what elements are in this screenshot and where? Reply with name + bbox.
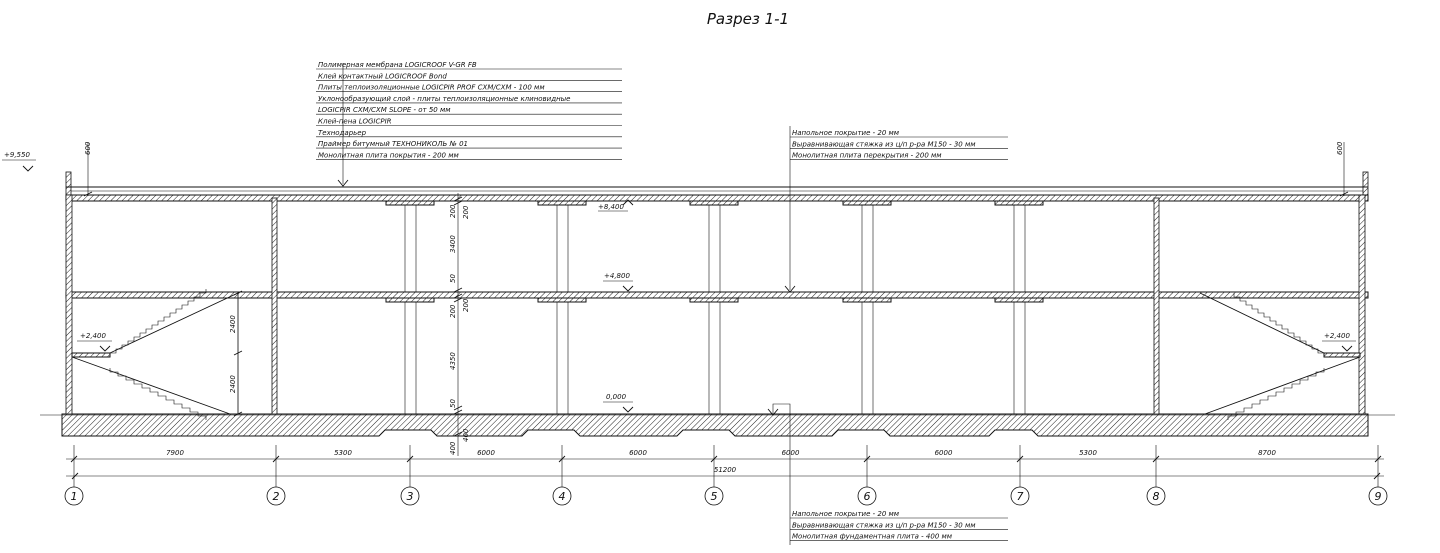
wall-axis-1 (66, 195, 72, 414)
roof-note-item: Плиты теплоизоляционные LOGICPIR PROF CXM/CXM - 100 мм (318, 83, 545, 92)
axis-label: 4 (558, 490, 566, 503)
dim-finish-lower: 50 (449, 399, 457, 408)
span-dim-label: 7900 (166, 449, 184, 457)
stair-right (1200, 293, 1360, 420)
axis-2-marker (267, 484, 285, 505)
axis-label: 1 (70, 490, 78, 503)
level-floor2 (603, 272, 633, 291)
level-roof-label: +8,400 (598, 203, 624, 211)
roof-note-item: Полимерная мембрана LOGICROOF V-GR FB (318, 61, 477, 69)
axis-1-marker (65, 484, 83, 505)
dim-parapet-right: 600 (1336, 141, 1344, 155)
column-axis-4 (538, 201, 586, 414)
dim-finish-upper: 50 (449, 274, 457, 283)
stair-landing-left (72, 353, 110, 357)
axis-label: 5 (710, 490, 718, 503)
dim-roof-slab-b: 200 (462, 205, 470, 219)
axis-4-marker (553, 484, 571, 505)
foundation-note-item: Выравнивающая стяжка из ц/п р-ра М150 - 30 мм (792, 521, 976, 530)
axis-8-marker (1147, 484, 1165, 505)
roof-note-item: Уклонообразующий слой - плиты теплоизоляционные клиновидные (318, 94, 571, 103)
parapet-right (1363, 172, 1368, 198)
foundation-slab (62, 414, 1368, 436)
dim-floor2-slab-b: 200 (462, 298, 470, 312)
axis-label: 3 (406, 490, 414, 503)
axis-markers (65, 484, 1387, 505)
stair-left (72, 289, 238, 420)
dim-roof-slab: 200 (449, 204, 457, 218)
foundation-note-item: Монолитная фундаментная плита - 400 мм (792, 532, 953, 541)
level-roof (598, 200, 633, 211)
column-axis-7 (995, 201, 1043, 414)
roof-slab (66, 195, 1368, 201)
floor-note-item: Монолитная плита перекрытия - 200 мм (792, 151, 942, 160)
level-parapet-label: +9,550 (4, 151, 30, 159)
axis-6-marker (858, 484, 876, 505)
roof-note-item: Клей контактный LOGICROOF Bond (318, 72, 447, 81)
dim-lower-clear: 4350 (449, 352, 457, 370)
building-section (40, 172, 1395, 436)
roof-notes (316, 61, 622, 186)
span-dim-label: 8700 (1258, 449, 1276, 457)
dim-floor2-slab: 200 (449, 304, 457, 318)
level-landing-left (77, 332, 112, 351)
level-parapet (2, 151, 36, 171)
wall-axis-2 (272, 198, 277, 414)
wall-axis-8 (1154, 198, 1159, 414)
axis-label: 8 (1152, 490, 1160, 503)
axis-label: 6 (863, 490, 871, 503)
drawing-title: Разрез 1-1 (706, 10, 790, 28)
span-dim-label: 5300 (334, 449, 352, 457)
level-floor2-label: +4,800 (604, 272, 630, 280)
span-dim-label: 6000 (781, 449, 800, 457)
roof-note-item: Праймер битумный ТЕХНОНИКОЛЬ № 01 (318, 140, 468, 149)
roof-note-item: Технодарьер (318, 128, 367, 137)
dim-parapet-left: 600 (84, 141, 92, 155)
roof-note-item: Монолитная плита покрытия - 200 мм (318, 151, 459, 160)
dim-stair-upper: 2400 (229, 315, 237, 333)
dim-foundation: 400 (449, 441, 457, 455)
roof-note-item: LOGICPIR CXM/CXM SLOPE - от 50 мм (318, 106, 451, 115)
axis-label: 9 (1374, 490, 1382, 503)
floor-note-item: Напольное покрытие - 20 мм (792, 129, 900, 137)
wall-axis-9 (1359, 195, 1365, 414)
axis-5-marker (705, 484, 723, 505)
column-axis-5 (690, 201, 738, 414)
total-dimension (66, 466, 1384, 479)
foundation-note-item: Напольное покрытие - 20 мм (792, 510, 900, 518)
level-ground (603, 393, 633, 412)
dim-stair-lower: 2400 (229, 375, 237, 393)
axis-9-marker (1369, 484, 1387, 505)
axis-3-marker (401, 484, 419, 505)
span-dimensions (66, 445, 1384, 484)
level-landing-left-label: +2,400 (80, 332, 106, 340)
floor-notes (785, 126, 1008, 292)
dim-foundation-b: 400 (462, 428, 470, 442)
axis-7-marker (1011, 484, 1029, 505)
level-landing-right-label: +2,400 (1324, 332, 1350, 340)
span-dim-label: 6000 (629, 449, 647, 457)
span-dim-label: 6000 (477, 449, 495, 457)
floor2-slab (66, 292, 1368, 298)
floor-note-item: Выравнивающая стяжка из ц/п р-ра М150 - 30 мм (792, 140, 976, 149)
parapet-left (66, 172, 71, 198)
axis-label: 2 (272, 490, 280, 503)
level-ground-label: 0,000 (606, 393, 627, 401)
roof-note-item: Клей-пена LOGICPIR (318, 117, 392, 126)
axis-label: 7 (1016, 490, 1024, 503)
span-dim-label: 6000 (934, 449, 953, 457)
stair-landing-right (1324, 353, 1360, 357)
column-axis-6 (843, 201, 891, 414)
level-marks (2, 151, 1356, 412)
total-dim-label: 51200 (713, 466, 737, 474)
column-axis-3 (386, 201, 434, 414)
span-dim-label: 5300 (1079, 449, 1097, 457)
level-landing-right (1322, 332, 1356, 351)
dim-upper-clear: 3400 (449, 235, 457, 253)
